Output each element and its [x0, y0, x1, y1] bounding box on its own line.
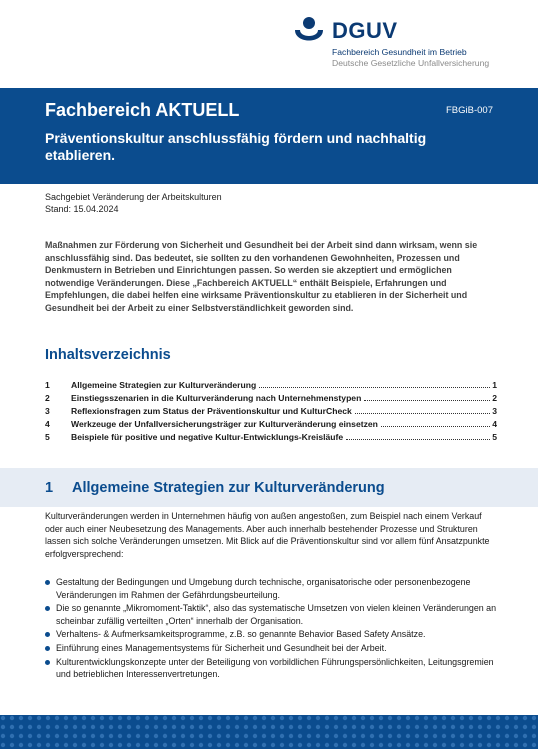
toc-number: 4	[45, 419, 50, 429]
toc-heading: Inhaltsverzeichnis	[45, 347, 171, 363]
toc-number: 1	[45, 380, 50, 390]
toc-item[interactable]	[45, 380, 497, 393]
toc-page: 1	[492, 380, 497, 390]
toc-page: 5	[492, 432, 497, 442]
bullet-dot-icon	[45, 646, 50, 651]
toc-page: 4	[492, 419, 497, 429]
toc-leader	[346, 438, 490, 440]
logo-subtitle-2: Deutsche Gesetzliche Unfallversicherung	[332, 58, 490, 68]
bullet-list	[45, 576, 500, 682]
section-heading-band	[0, 468, 538, 507]
document-subtitle: Präventionskultur anschlussfähig fördern und nachhaltig etablieren.	[45, 130, 427, 163]
logo-subtitle-1: Fachbereich Gesundheit im Betrieb	[332, 47, 467, 57]
list-item	[45, 576, 500, 601]
list-item-text: Gestaltung der Bedingungen und Umgebung durch technische, organisatorische oder personenbezogene Veränderungen im Rahmen der Gefährdungsbeurteilung.	[56, 577, 471, 600]
toc-item[interactable]	[45, 393, 497, 406]
toc-label: Werkzeuge der Unfallversicherungsträger zur Kulturveränderung einsetzen	[71, 419, 378, 429]
toc-number: 3	[45, 406, 50, 416]
toc-label: Beispiele für positive und negative Kultur-Entwicklungs-Kreisläufe	[71, 432, 344, 442]
list-item-text: Kulturentwicklungskonzepte unter der Beteiligung von vorbildlichen Führungspersönlichkeiten, Leitungsgremien und betrieblichen Interessenvertretungen.	[56, 656, 494, 680]
toc-label: Allgemeine Strategien zur Kulturveränderung	[71, 380, 257, 390]
toc-page: 2	[492, 393, 497, 403]
toc-page: 3	[492, 406, 497, 416]
toc-item[interactable]	[45, 432, 497, 445]
banner-title: Fachbereich AKTUELL	[45, 100, 240, 120]
list-item	[45, 628, 500, 641]
section-paragraph: Kulturveränderungen werden in Unternehmen häufig von außen angestoßen, zum Beispiel nach einem Verkauf oder auch einer Neubesetzung des Managements. Aber auch innerhalb bestehender Prozesse und Strukturen lassen sich solche Veränderungen umsetzen. Mit Blick auf die Präventionskultur sind vor allem fünf Ansatzpunkte erfolgversprechend:	[45, 511, 490, 559]
meta-subject: Sachgebiet Veränderung der Arbeitskulturen	[45, 192, 222, 202]
list-item-text: Die so genannte „Mikromoment-Taktik“, also das systematische Umsetzen von vielen kleinen Veränderungen an scheinbar zufällig verteilten „Orten“ innerhalb der Organisation.	[56, 603, 497, 626]
toc-item[interactable]	[45, 406, 497, 419]
dguv-logo	[292, 14, 512, 70]
toc-leader	[259, 386, 490, 388]
bullet-dot-icon	[45, 580, 50, 585]
list-item-text: Einführung eines Managementsystems für Sicherheit und Gesundheit bei der Arbeit.	[56, 642, 387, 653]
bullet-dot-icon	[45, 660, 50, 665]
list-item	[45, 602, 500, 627]
list-item-text: Verhaltens- & Aufmerksamkeitsprogramme, z.B. so genannte Behavior Based Safety Ansätze.	[56, 629, 426, 640]
title-banner	[0, 88, 538, 184]
meta-date: Stand: 15.04.2024	[45, 204, 119, 214]
toc-item[interactable]	[45, 419, 497, 432]
toc-leader	[355, 412, 490, 414]
toc-number: 5	[45, 432, 50, 442]
toc-leader	[364, 399, 490, 401]
toc-label: Reflexionsfragen zum Status der Präventionskultur und KulturCheck	[71, 406, 352, 416]
intro-paragraph: Maßnahmen zur Förderung von Sicherheit und Gesundheit bei der Arbeit sind dann wirksam, wenn sie anschlussfähig sind. Das bedeutet, sie sollten zu den vorhandenen Gewohnheiten, Prozessen und Denkmustern in Betrieben und Einrichtungen passen. So werden sie akzeptiert und ermöglichen notwendige Veränderungen. Diese „Fachbereich AKTUELL“ enthält Beispiele, Erfahrungen und Empfehlungen, die dabei helfen eine wirksame Präventionskultur zu etablieren in der Sicherheit und Gesundheit bei der Arbeit zu einer Selbstverständlichkeit geworden sind.	[45, 240, 478, 313]
dguv-logo-icon	[292, 16, 326, 50]
list-item	[45, 642, 500, 655]
footer-pattern	[0, 715, 538, 749]
document-meta	[45, 191, 222, 215]
bullet-dot-icon	[45, 632, 50, 637]
section-title: Allgemeine Strategien zur Kulturveränderung	[72, 480, 385, 496]
table-of-contents	[45, 380, 497, 445]
toc-number: 2	[45, 393, 50, 403]
section-number: 1	[45, 480, 54, 496]
toc-label: Einstiegsszenarien in die Kulturveränderung nach Unternehmenstypen	[71, 393, 362, 403]
bullet-dot-icon	[45, 606, 50, 611]
logo-name: DGUV	[332, 18, 398, 43]
list-item	[45, 656, 500, 681]
toc-leader	[381, 425, 490, 427]
footer-pattern-graphic	[0, 715, 538, 749]
document-code: FBGiB-007	[446, 105, 493, 116]
